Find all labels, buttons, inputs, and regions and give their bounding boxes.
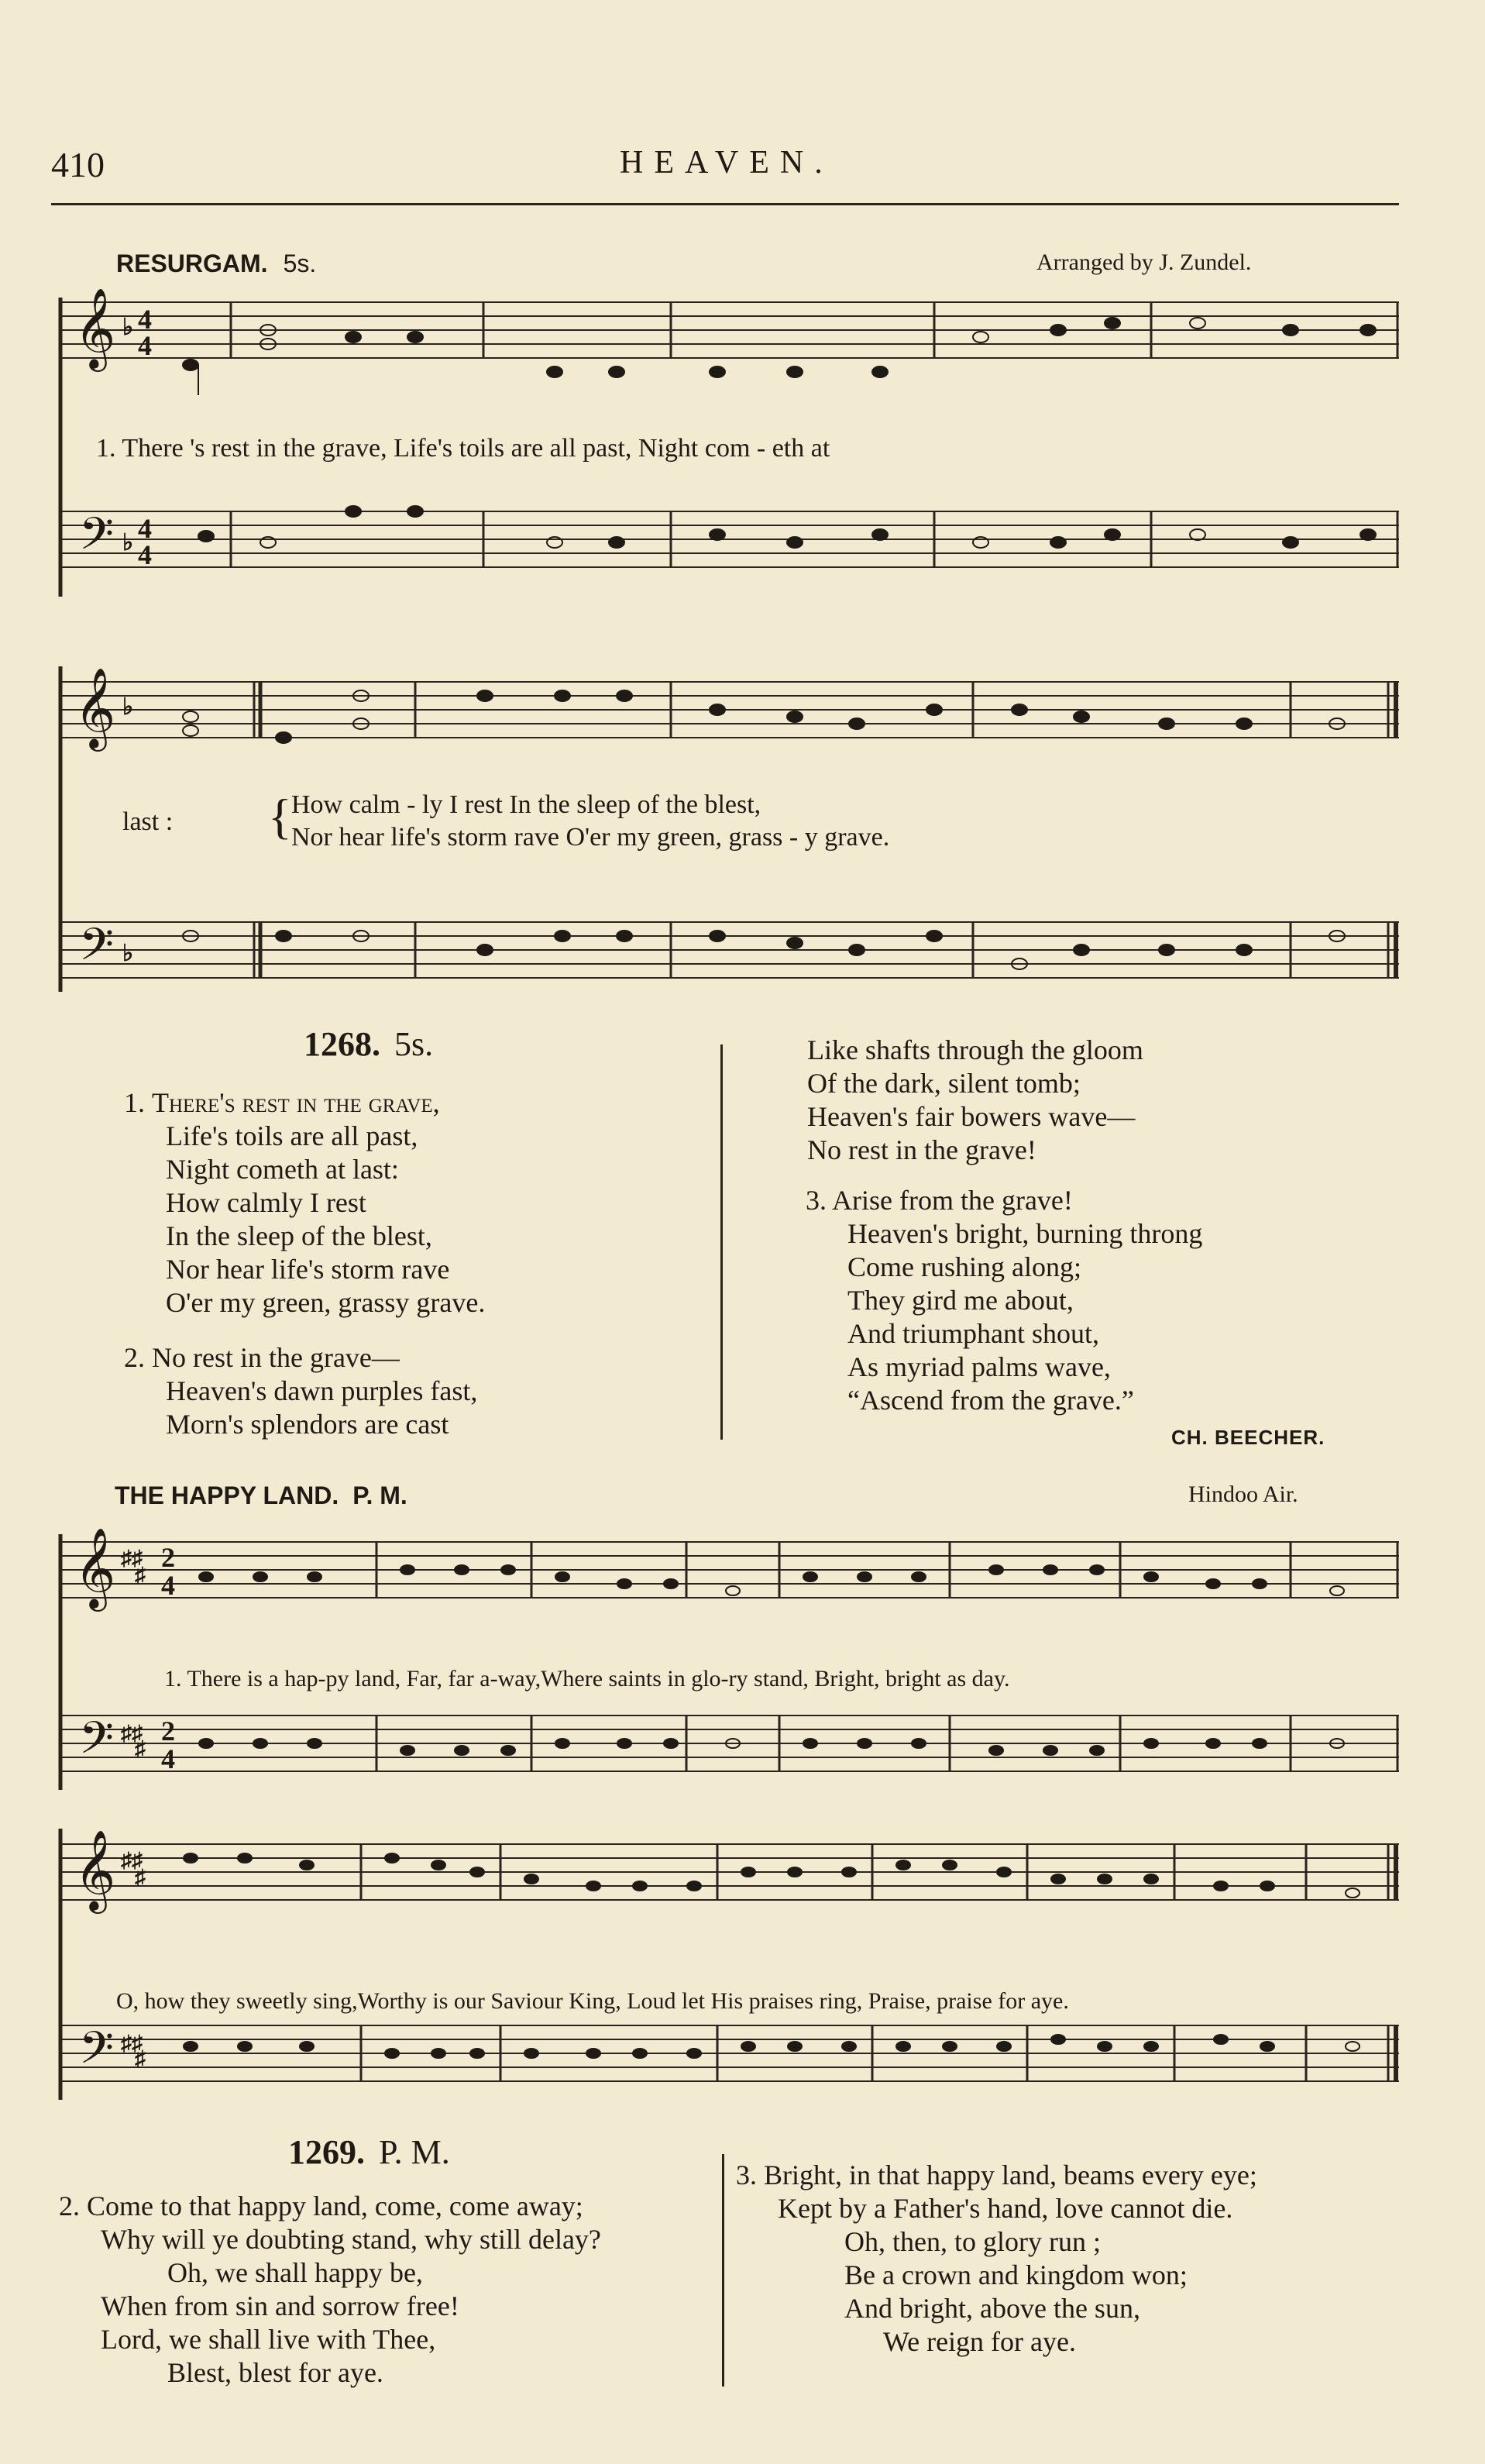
verse-number: 2. (124, 1342, 145, 1373)
svg-text:𝄞: 𝄞 (74, 667, 116, 748)
svg-text:𝄢: 𝄢 (79, 1712, 115, 1775)
svg-text:4: 4 (138, 304, 152, 335)
tune1-lyric-line2a: How calm - ly I rest In the sleep of the blest, (291, 790, 761, 819)
svg-text:𝄞: 𝄞 (74, 1829, 116, 1911)
hymn1269-heading (288, 2132, 450, 2172)
svg-text:♭: ♭ (122, 530, 134, 556)
svg-text:𝄢: 𝄢 (79, 918, 115, 982)
verse-line: As myriad palms wave, (847, 1351, 1111, 1382)
verse-line: Morn's splendors are cast (166, 1409, 449, 1440)
tune1-lyric-line1: 1. There 's rest in the grave, Life's toils are all past, Night com - eth at (96, 434, 830, 463)
verse-line: And triumphant shout, (847, 1318, 1099, 1349)
verse-line: In the sleep of the blest, (166, 1220, 432, 1251)
tune2-system2-music (51, 1813, 1399, 2108)
verse-line: No rest in the grave— (152, 1342, 400, 1373)
hymn1268-author: CH. BEECHER. (1171, 1426, 1325, 1449)
hymn1269-meter: P. M. (379, 2133, 450, 2171)
verse-number: 2. (59, 2190, 80, 2221)
running-title: HEAVEN. (620, 145, 834, 181)
verse-line: Bright, in that happy land, beams every eye; (764, 2159, 1257, 2190)
verse-line: Heaven's bright, burning throng (847, 1218, 1203, 1249)
verse-line: No rest in the grave! (807, 1134, 1036, 1165)
verse-number: 1. (124, 1087, 145, 1118)
svg-text:♭: ♭ (122, 315, 134, 340)
svg-text:♭: ♭ (122, 941, 134, 966)
lyric-brace: { (268, 789, 292, 844)
verse-line: We reign for aye. (883, 2326, 1076, 2357)
svg-text:♯♯: ♯♯ (121, 2032, 143, 2056)
svg-text:♯♯: ♯♯ (121, 1722, 143, 1746)
svg-text:♯: ♯ (135, 1737, 146, 1761)
verse-line: Of the dark, silent tomb; (807, 1068, 1081, 1099)
svg-text:♯♯: ♯♯ (121, 1547, 143, 1571)
svg-text:2: 2 (161, 1542, 175, 1573)
verse-line: Heaven's dawn purples fast, (166, 1375, 478, 1406)
tune2-lyric-line2: O, how they sweetly sing,Worthy is our Saviour King, Loud let His praises ring, Praise, praise for aye. (116, 1988, 1069, 2014)
svg-text:4: 4 (138, 539, 152, 570)
hymn1268-column2 (807, 1034, 1143, 1167)
verse-line: Oh, then, to glory run ; (844, 2226, 1101, 2257)
hymn1268-column1 (124, 1086, 485, 1441)
hymn1268-verse1 (124, 1086, 485, 1320)
hymn1269-verse3 (736, 2159, 1257, 2359)
svg-text:𝄞: 𝄞 (74, 287, 116, 369)
hymn1268-heading (304, 1024, 433, 1064)
verse-line: They gird me about, (847, 1285, 1074, 1316)
tune1-lyric-line2b: Nor hear life's storm rave O'er my green, grass - y grave. (291, 823, 890, 852)
verse-line: Kept by a Father's hand, love cannot die. (778, 2193, 1233, 2224)
svg-text:♯♯: ♯♯ (121, 1849, 143, 1873)
verse-line: Arise from the grave! (832, 1185, 1073, 1216)
svg-text:♯: ♯ (135, 1866, 146, 1890)
verse-line: How calmly I rest (166, 1187, 366, 1218)
verse-number: 3. (736, 2159, 757, 2190)
tune2-system1-music (51, 1519, 1399, 1798)
verse-line: Lord, we shall live with Thee, (101, 2324, 436, 2355)
svg-text:𝄢: 𝄢 (79, 2022, 115, 2085)
tune1-credit: Arranged by J. Zundel. (1036, 249, 1252, 275)
verse-line: Be a crown and kingdom won; (844, 2259, 1188, 2290)
tune2-meter: P. M. (352, 1481, 407, 1509)
tune1-name: RESURGAM. (116, 249, 268, 277)
verse-line: Night cometh at last: (166, 1154, 399, 1185)
verse-line: O'er my green, grassy grave. (166, 1287, 486, 1318)
tune2-heading (115, 1481, 407, 1510)
verse-line: There's rest in the grave, (152, 1087, 440, 1118)
tune1-lyric-prefix: last : (122, 807, 174, 836)
verse-line: Heaven's fair bowers wave— (807, 1101, 1136, 1132)
column-divider (720, 1044, 723, 1440)
svg-text:4: 4 (138, 513, 152, 544)
svg-text:♯: ♯ (135, 1564, 146, 1588)
svg-text:4: 4 (161, 1570, 175, 1601)
svg-text:♯: ♯ (135, 2047, 146, 2071)
svg-text:𝄢: 𝄢 (79, 508, 115, 571)
svg-text:4: 4 (161, 1743, 175, 1774)
tune2-lyric-line1: 1. There is a hap-py land, Far, far a-way,Where saints in glo-ry stand, Bright, bright as day. (164, 1666, 1010, 1691)
hymn1269-verse2 (59, 2190, 601, 2390)
verse-line: And bright, above the sun, (844, 2293, 1140, 2324)
verse-line: “Ascend from the grave.” (847, 1385, 1134, 1416)
verse-line: Why will ye doubting stand, why still delay? (101, 2224, 601, 2255)
hymn1268-verse3 (806, 1184, 1202, 1417)
verse-number: 3. (806, 1185, 827, 1216)
column-divider (722, 2154, 724, 2387)
verse-line: Like shafts through the gloom (807, 1034, 1143, 1065)
verse-line: Oh, we shall happy be, (167, 2257, 423, 2288)
svg-text:2: 2 (161, 1716, 175, 1746)
verse-line: When from sin and sorrow free! (101, 2290, 459, 2321)
hymn1268-meter: 5s. (394, 1025, 434, 1063)
hymn1268-number: 1268. (304, 1025, 380, 1063)
svg-text:4: 4 (138, 330, 152, 361)
verse-line: Nor hear life's storm rave (166, 1254, 450, 1285)
page-number: 410 (51, 145, 105, 184)
svg-text:𝄞: 𝄞 (74, 1527, 116, 1609)
hymn1269-number: 1269. (288, 2133, 365, 2171)
tune1-meter: 5s. (283, 249, 317, 277)
verse-line: Life's toils are all past, (166, 1120, 418, 1151)
verse-line: Come rushing along; (847, 1251, 1081, 1282)
header-rule (51, 203, 1399, 205)
verse-line: Come to that happy land, come, come away; (87, 2190, 583, 2221)
tune2-credit: Hindoo Air. (1188, 1481, 1298, 1507)
tune2-name: THE HAPPY LAND. (115, 1481, 339, 1509)
verse-line: Blest, blest for aye. (167, 2357, 383, 2388)
svg-text:♭: ♭ (122, 694, 134, 720)
hymn1268-verse2 (124, 1341, 485, 1441)
tune1-heading (116, 249, 316, 278)
